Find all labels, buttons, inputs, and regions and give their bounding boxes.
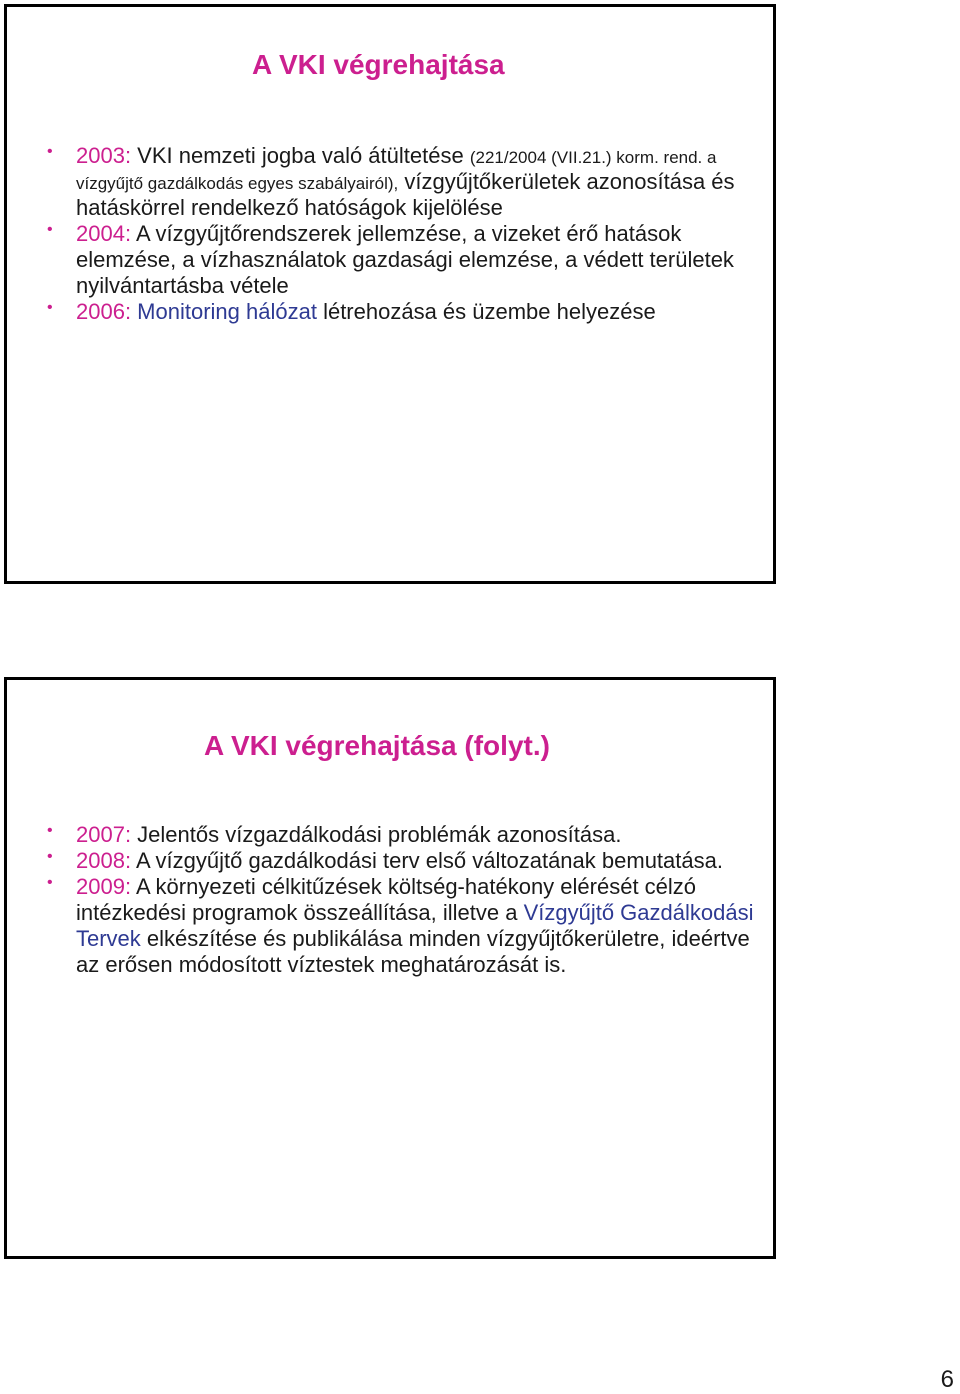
slide-title-1: A VKI végrehajtása bbox=[252, 49, 505, 80]
bullet-item bbox=[0, 299, 760, 325]
bullet-dot-icon: • bbox=[47, 848, 53, 865]
bullet-text: Jelentős vízgazdálkodási problémák azonosítása. bbox=[131, 822, 622, 847]
bullet-text: A vízgyűjtő gazdálkodási terv első változatának bemutatása. bbox=[131, 848, 723, 873]
bullet-year: 2009: bbox=[76, 874, 132, 899]
bullet-list-2 bbox=[0, 822, 760, 978]
bullet-year: 2006: bbox=[76, 299, 132, 324]
bullet-dot-icon: • bbox=[47, 221, 53, 238]
bullet-year: 2007: bbox=[76, 822, 132, 847]
bullet-dot-icon: • bbox=[47, 299, 53, 316]
bullet-item bbox=[0, 143, 760, 221]
bullet-text: létrehozása és üzembe helyezése bbox=[316, 299, 656, 324]
bullet-item bbox=[0, 822, 760, 848]
bullet-text: A vízgyűjtőrendszerek jellemzése, a vizeket érő hatások elemzése, a vízhasználatok gazdasági elemzése, a védett területek nyilvántartásba vétele bbox=[76, 221, 734, 298]
bullet-highlight-text: Vízgyűjtő Gazdálkodási Tervek bbox=[76, 900, 754, 951]
bullet-year: 2003: bbox=[76, 143, 132, 168]
slide-title-2: A VKI végrehajtása (folyt.) bbox=[204, 730, 550, 761]
bullet-item bbox=[0, 221, 760, 299]
bullet-text: vízgyűjtőkerületek azonosítása és hatáskörrel rendelkező hatóságok kijelölése bbox=[76, 169, 735, 220]
bullet-text: A környezeti célkitűzések költség-hatékony elérését célzó intézkedési programok összeállítása, illetve a bbox=[76, 874, 697, 925]
bullet-list-1 bbox=[0, 143, 760, 325]
bullet-text: VKI nemzeti jogba való átültetése bbox=[131, 143, 470, 168]
page-number: 6 bbox=[940, 1366, 954, 1393]
bullet-text: (221/2004 (VII.21.) korm. rend. a vízgyűjtő gazdálkodás egyes szabályairól), bbox=[76, 148, 717, 193]
bullet-dot-icon: • bbox=[47, 874, 53, 891]
bullet-dot-icon: • bbox=[47, 822, 53, 839]
bullet-year: 2008: bbox=[76, 848, 132, 873]
bullet-year: 2004: bbox=[76, 221, 132, 246]
bullet-highlight-text: Monitoring hálózat bbox=[131, 299, 317, 324]
bullet-item bbox=[0, 848, 760, 874]
bullet-dot-icon: • bbox=[47, 143, 53, 160]
bullet-text: elkészítése és publikálása minden vízgyűjtőkerületre, ideértve az erősen módosított víztestek meghatározását is. bbox=[76, 926, 750, 977]
bullet-item bbox=[0, 874, 760, 978]
